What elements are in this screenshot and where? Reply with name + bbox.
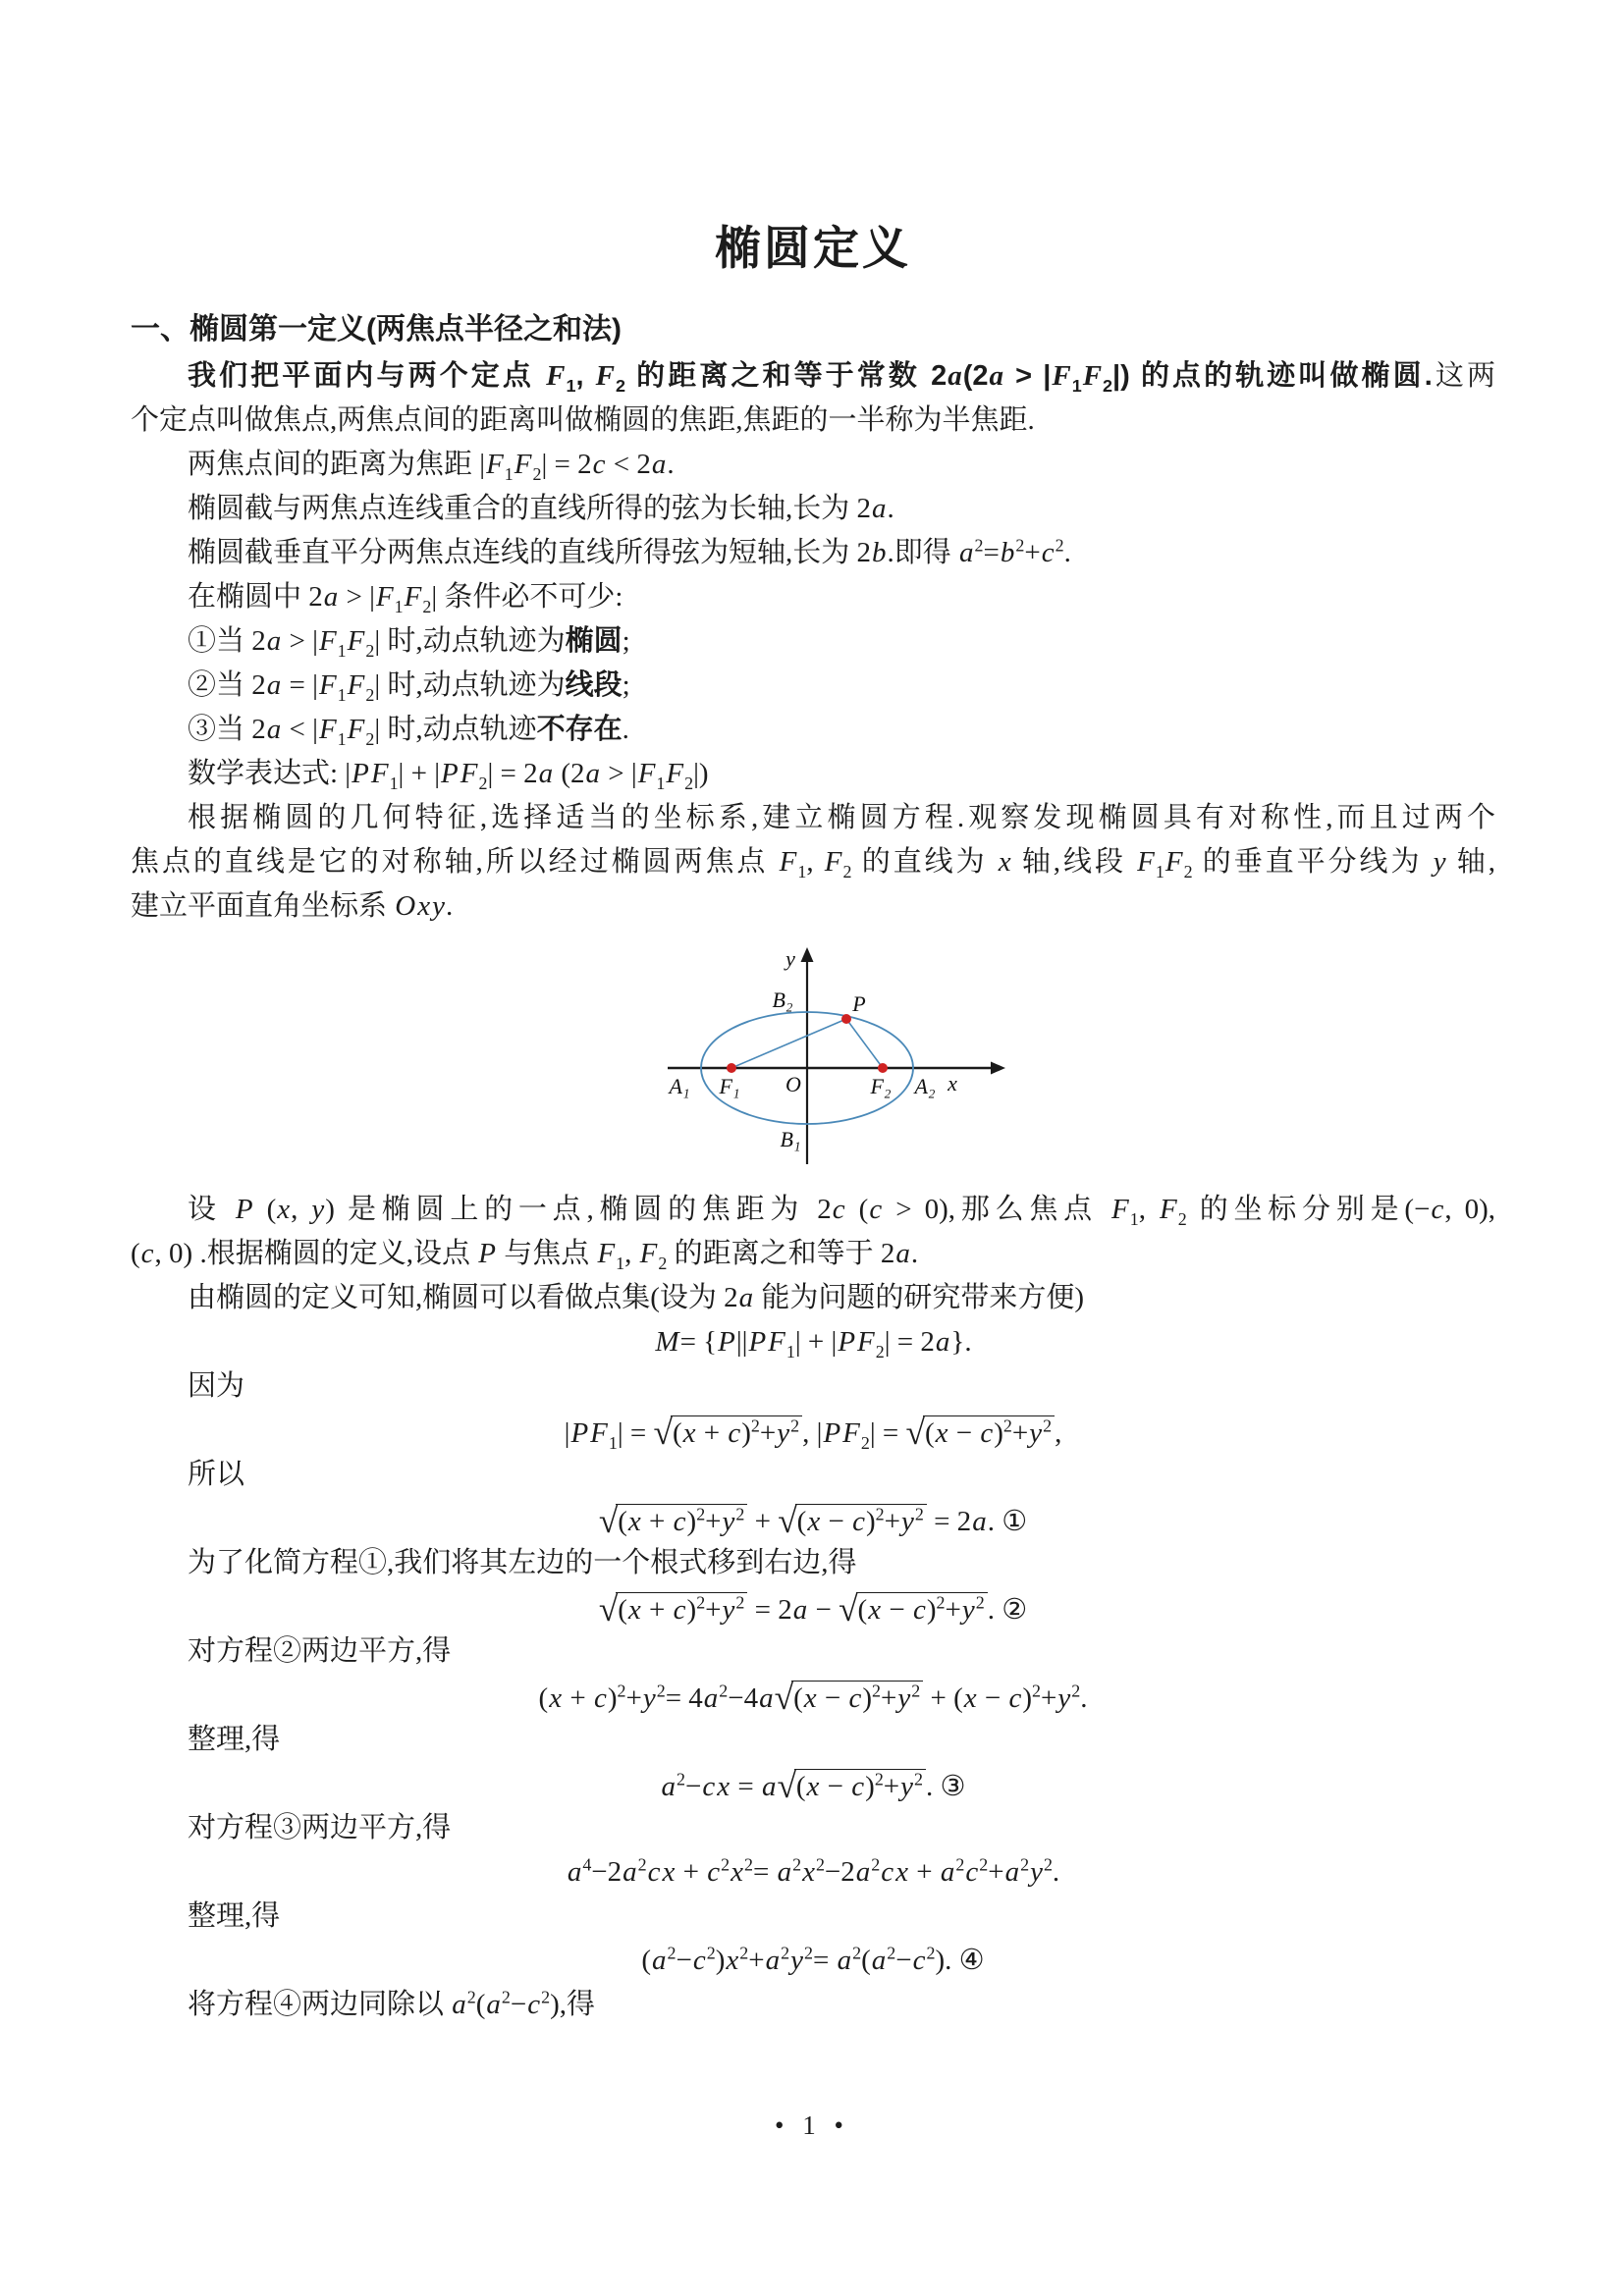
text-line: $√(x + c)^2+y^2 = 2a - √(x - c)^2+y^2$ . ②: [598, 1589, 1028, 1629]
text-line: ②当 $2a = |F_1F_2|$ 时,动点轨迹为线段;: [188, 669, 630, 705]
text-line: $M= \{P||PF_1| + |PF_2| = 2a\}$.: [655, 1326, 972, 1362]
ellipse-diagram: [614, 938, 1010, 1174]
label-p: P: [852, 991, 866, 1016]
section-heading: 一、椭圆第一定义(两焦点半径之和法): [131, 313, 622, 346]
lines-top: [131, 354, 1495, 929]
lines-bottom: [131, 1188, 1495, 2027]
text-line: 数学表达式: $|PF_1| + |PF_2| = 2a$ $(2a > |F_1F_2|)$: [188, 758, 709, 793]
y-axis-arrow-icon: [801, 947, 814, 962]
x-axis-label: x: [947, 1071, 957, 1095]
text-line: 因为: [188, 1370, 245, 1402]
text-line: $a^2-cx = a√(x - c)^2+y^2$ . ③: [661, 1766, 966, 1806]
text-line: $|PF_1| = √(x + c)^2+y^2$ , $|PF_2| = √(x - c)^2+y^2$ ,: [564, 1413, 1062, 1453]
text-line: 将方程④两边同除以 $a^2(a^2-c^2)$,得: [188, 1987, 596, 2020]
text-line: 个定点叫做焦点,两焦点间的距离叫做椭圆的焦距,焦距的一半称为半焦距.: [131, 404, 1035, 436]
text-line: 在椭圆中 $2a > |F_1F_2|$ 条件必不可少:: [188, 581, 623, 616]
text-line: ③当 $2a < |F_1F_2|$ 时,动点轨迹不存在.: [188, 714, 629, 749]
y-axis-label: y: [785, 946, 795, 971]
text-line: 整理,得: [188, 1724, 281, 1755]
segment-f1-p: [731, 1019, 846, 1068]
text-line: $a^4-2a^2cx + c^2x^2= a^2x^2-2a^2cx + a^2c^2+a^2y^2$.: [567, 1854, 1060, 1888]
text-line: $√(x + c)^2+y^2 + √(x - c)^2+y^2 = 2a$. ①: [598, 1501, 1028, 1541]
text-line: (c, 0) .根据椭圆的定义,设点 P 与焦点 $F_1$, $F_2$ 的距离之和等于 2a.: [131, 1238, 919, 1273]
text-line: $(x + c)^2+y^2= 4a^2-4a√(x - c)^2+y^2 + (x - c)^2+y^2$.: [538, 1678, 1088, 1718]
text-line: 两焦点间的距离为焦距 $|F_1F_2| = 2c < 2a$.: [188, 449, 675, 484]
text-line: 焦点的直线是它的对称轴,所以经过椭圆两焦点 $F_1$, $F_2$ 的直线为 x 轴,线段 $F_1F_2$ 的垂直平分线为 y 轴,: [131, 846, 1495, 881]
text-line: $(a^2-c^2)x^2+a^2y^2= a^2(a^2-c^2)$. ④: [641, 1943, 985, 1976]
text-line: ①当 $2a > |F_1F_2|$ 时,动点轨迹为椭圆;: [188, 625, 630, 661]
focus-point-f2: [878, 1063, 888, 1073]
label-f2: F₂: [870, 1074, 892, 1098]
ellipse-diagram-svg: [614, 938, 1010, 1174]
text-line: 建立平面直角坐标系 Oxy.: [131, 890, 454, 922]
x-axis-arrow-icon: [991, 1062, 1005, 1075]
page-number: • 1 •: [775, 2110, 849, 2140]
text-line: 对方程②两边平方,得: [188, 1635, 452, 1667]
page-title: 椭圆定义: [715, 224, 911, 275]
label-f1: F₁: [719, 1074, 740, 1098]
text-line: 整理,得: [188, 1900, 281, 1932]
text-line: 椭圆截与两焦点连线重合的直线所得的弦为长轴,长为 2a.: [188, 493, 894, 524]
page-content: [131, 0, 1495, 2027]
focus-point-f1: [727, 1063, 736, 1073]
text-line: 根据椭圆的几何特征,选择适当的坐标系,建立椭圆方程.观察发现椭圆具有对称性,而且过两个: [188, 802, 1495, 833]
text-line: 所以: [188, 1459, 245, 1490]
origin-label: O: [785, 1072, 801, 1096]
point-p: [841, 1014, 851, 1024]
label-a2: A₂: [914, 1074, 936, 1098]
text-line: 设 P (x, y) 是椭圆上的一点,椭圆的焦距为 2c (c > 0),那么焦点 $F_1$, $F_2$ 的坐标分别是(−c, 0),: [188, 1194, 1496, 1229]
text-line: 椭圆截垂直平分两焦点连线的直线所得弦为短轴,长为 2b.即得 $a^2=b^2+c^2$.: [188, 535, 1071, 568]
label-b2: B₂: [772, 988, 793, 1012]
text-line: 由椭圆的定义可知,椭圆可以看做点集(设为 2a 能为问题的研究带来方便): [188, 1282, 1085, 1313]
text-line: 我们把平面内与两个定点 $F_1$, $F_2$ 的距离之和等于常数 $2a(2a > |F_1F_2|)$ 的点的轨迹叫做椭圆.这两: [188, 360, 1495, 396]
label-b1: B₁: [780, 1127, 801, 1151]
text-line: 对方程③两边平方,得: [188, 1812, 452, 1843]
label-a1: A₁: [669, 1074, 690, 1098]
text-line: 为了化简方程①,我们将其左边的一个根式移到右边,得: [188, 1547, 857, 1578]
